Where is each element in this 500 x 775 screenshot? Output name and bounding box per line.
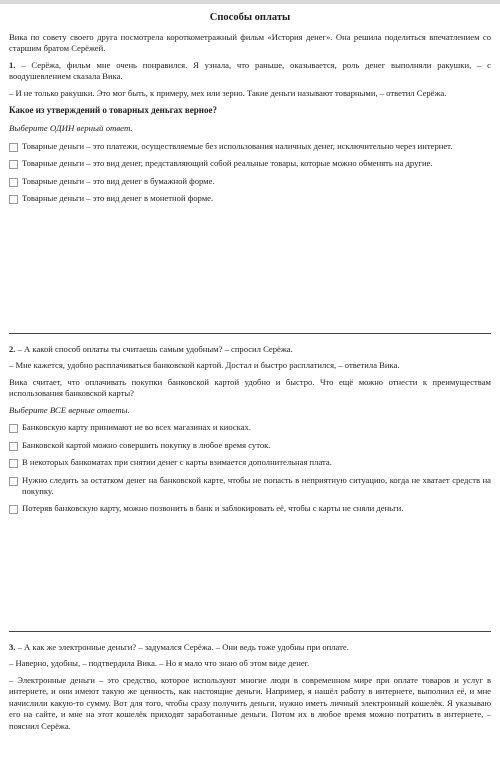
- section-divider-1: [9, 333, 491, 334]
- option-1-c[interactable]: [9, 176, 491, 187]
- option-2-a[interactable]: [9, 422, 491, 433]
- section-divider-2: [9, 631, 491, 632]
- dialogue-3-line-3: – Электронные деньги – это средство, которое используют многие люди в современном мире при оплате товаров и услуг в интернете, и они имеют такую же ценность, как настоящие деньги. Например, я нашёл работу в интернете, выполнил её, и мне начислили какую-то сумму. Вот для того, чтобы сразу получить деньги, нужно иметь личный электронный кошелёк. Я указываю его на сайте, и мне на этот кошелёк приходят заработанные деньги. Потом их в любое время можно потратить в интернете, – пояснил Серёжа.: [9, 674, 491, 731]
- section-2: [9, 344, 491, 622]
- checkbox[interactable]: [9, 442, 18, 451]
- dialogue-3-line-1: [9, 642, 491, 653]
- option-2-b[interactable]: [9, 440, 491, 451]
- option-label: Товарные деньги – это вид денег, представляющий собой реальные товары, которые можно обменять на другие.: [22, 158, 433, 169]
- dialogue-3-line-2: – Наверно, удобны, – подтвердила Вика. – Но я мало что знаю об этом виде денег.: [9, 658, 310, 669]
- dialogue-2-line-1: [9, 344, 491, 355]
- option-1-a[interactable]: [9, 141, 491, 152]
- checkbox[interactable]: [9, 459, 18, 468]
- instruction-2: Выберите ВСЕ верные ответы.: [9, 404, 130, 415]
- option-1-b[interactable]: [9, 158, 491, 169]
- option-2-e[interactable]: [9, 503, 491, 514]
- task-number-1: 1.: [9, 59, 16, 70]
- option-label: В некоторых банкоматах при снятии денег с карты взимается дополнительная плата.: [22, 457, 332, 468]
- option-2-c[interactable]: [9, 457, 491, 468]
- dialogue-1-line-1: [9, 60, 491, 83]
- task-number-3: 3.: [9, 642, 16, 652]
- option-label: Банковскую карту принимают не во всех магазинах и киосках.: [22, 422, 251, 433]
- option-label: Потеряв банковскую карту, можно позвонить в банк и заблокировать её, чтобы с карты не сняли деньги.: [22, 503, 404, 514]
- question-1: Какое из утверждений о товарных деньгах верное?: [9, 105, 217, 116]
- option-label: Товарные деньги – это вид денег в монетной форме.: [22, 193, 214, 204]
- dialogue-2-line-2: – Мне кажется, удобно расплачиваться банковской картой. Достал и быстро расплатился, – ответила Вика.: [9, 360, 400, 371]
- option-label: Нужно следить за остатком денег на банковской карте, чтобы не попасть в неприятную ситуацию, когда не хватает средств на покупку.: [22, 474, 491, 497]
- option-label: Банковской картой можно совершить покупку в любое время суток.: [22, 439, 271, 450]
- option-2-d[interactable]: [9, 475, 491, 498]
- checkbox[interactable]: [9, 505, 18, 514]
- intro-paragraph: Вика по совету своего друга посмотрела короткометражный фильм «История денег». Она решила поделиться впечатлением со старшим братом Серёжей.: [9, 32, 491, 54]
- checkbox[interactable]: [9, 195, 18, 204]
- checkbox[interactable]: [9, 178, 18, 187]
- option-label: Товарные деньги – это вид денег в бумажной форме.: [22, 175, 215, 186]
- top-strip: [0, 0, 500, 4]
- dialogue-2-line-1-text: – А какой способ оплаты ты считаешь самым удобным? – спросил Серёжа.: [15, 344, 293, 354]
- checkbox[interactable]: [9, 477, 18, 486]
- instruction-1: Выберите ОДИН верный ответ.: [9, 123, 133, 134]
- dialogue-1-line-1-text: – Серёжа, фильм мне очень понравился. Я узнала, что раньше, оказывается, роль денег выполняли ракушки, – с воодушевлением сказала Вика.: [9, 59, 491, 82]
- dialogue-1-line-2: – И не только ракушки. Это мог быть, к примеру, мех или зерно. Такие деньги называют товарными, – ответил Серёжа.: [9, 87, 447, 98]
- dialogue-3-line-1-text: – А как же электронные деньги? – задумался Серёжа. – Они ведь тоже удобны при оплате.: [15, 642, 349, 652]
- page-title: Способы оплаты: [209, 12, 291, 23]
- task-number-2: 2.: [9, 344, 16, 354]
- option-label: Товарные деньги – это платежи, осуществляемые без использования наличных денег, исключительно через интернет.: [22, 140, 453, 151]
- checkbox[interactable]: [9, 424, 18, 433]
- section-3: [9, 642, 491, 732]
- option-1-d[interactable]: [9, 193, 491, 204]
- checkbox[interactable]: [9, 160, 18, 169]
- section-1: [9, 32, 491, 324]
- question-2: Вика считает, что оплачивать покупки банковской картой удобно и быстро. Что ещё можно отнести к преимуществам использования банковской карты?: [9, 376, 491, 399]
- checkbox[interactable]: [9, 143, 18, 152]
